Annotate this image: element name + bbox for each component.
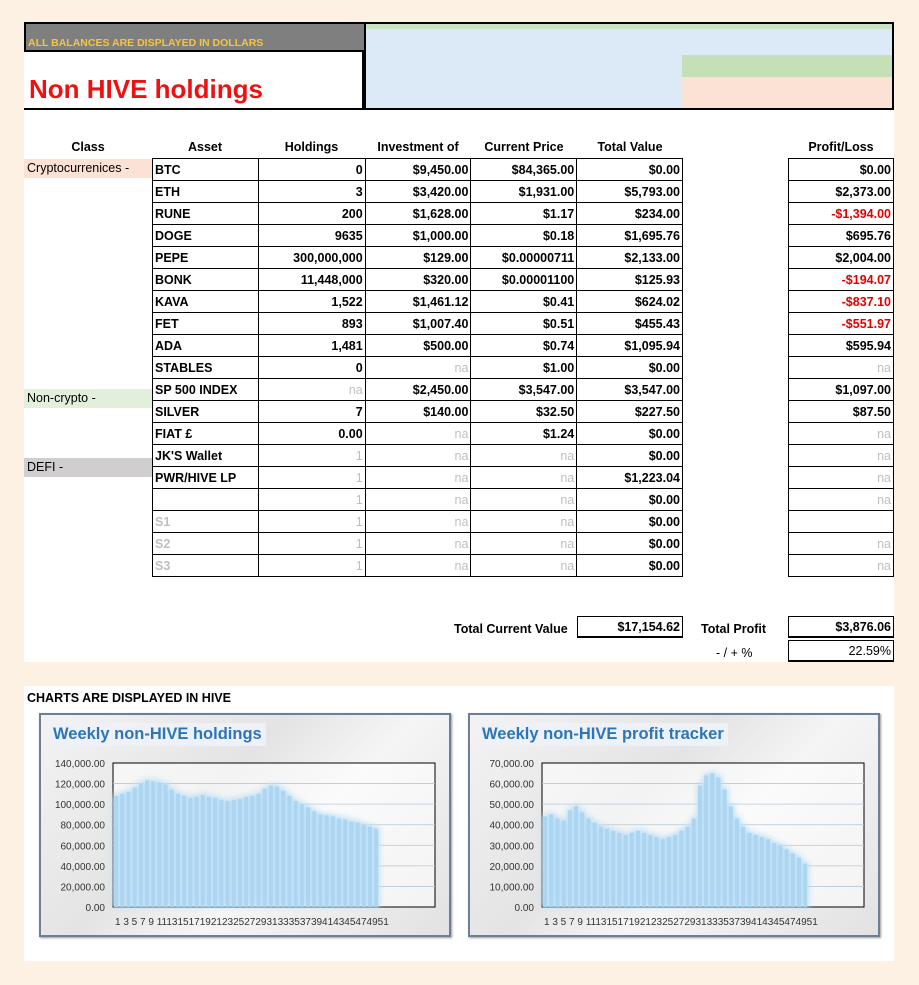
bar xyxy=(349,822,353,907)
bar xyxy=(692,818,696,907)
bar xyxy=(120,794,124,907)
bar xyxy=(232,800,236,907)
cell-asset[interactable]: BONK xyxy=(153,269,259,291)
total-profit-label: Total Profit xyxy=(701,622,767,636)
cell-investment[interactable]: na xyxy=(365,445,471,467)
bar xyxy=(343,820,347,907)
cell-total[interactable]: $5,793.00 xyxy=(577,181,683,203)
table-row xyxy=(789,489,894,511)
bar xyxy=(170,790,174,907)
cell-price[interactable]: na xyxy=(471,445,577,467)
y-tick-label: 120,000.00 xyxy=(54,779,105,791)
bar xyxy=(219,800,223,907)
cell-profit-loss[interactable]: -$1,394.00 xyxy=(789,203,894,225)
y-tick-label: 50,000.00 xyxy=(489,800,534,812)
cell-asset[interactable]: KAVA xyxy=(153,291,259,313)
cell-holdings[interactable]: 7 xyxy=(258,401,365,423)
cell-profit-loss[interactable]: na xyxy=(789,489,894,511)
cell-asset[interactable]: S3 xyxy=(153,555,259,577)
bar xyxy=(655,837,659,907)
cell-holdings[interactable]: 11,448,000 xyxy=(258,269,365,291)
header-total: Total Value xyxy=(597,140,663,154)
bar xyxy=(300,804,304,907)
y-tick-label: 80,000.00 xyxy=(60,820,105,832)
bar xyxy=(269,786,273,907)
cell-holdings[interactable]: 893 xyxy=(258,313,365,335)
cell-total[interactable]: $0.00 xyxy=(577,445,683,467)
cell-asset[interactable]: FIAT £ xyxy=(153,423,259,445)
bar xyxy=(244,797,248,907)
bar xyxy=(374,829,378,907)
header-price: Current Price xyxy=(484,140,564,154)
cell-holdings[interactable]: 1 xyxy=(258,489,365,511)
cell-asset[interactable]: SP 500 INDEX xyxy=(153,379,259,401)
header-class: Class xyxy=(71,140,105,154)
cell-profit-loss[interactable]: na xyxy=(789,467,894,489)
cell-price[interactable]: $0.74 xyxy=(471,335,577,357)
bar xyxy=(586,818,590,907)
bar xyxy=(642,833,646,907)
bar xyxy=(667,837,671,907)
cell-investment[interactable]: $320.00 xyxy=(365,269,471,291)
cell-asset[interactable] xyxy=(153,489,259,511)
cell-investment[interactable]: $1,461.12 xyxy=(365,291,471,313)
table-row xyxy=(153,467,683,489)
cell-profit-loss[interactable]: na xyxy=(789,533,894,555)
total-profit-value: $3,876.06 xyxy=(788,616,894,638)
bar xyxy=(729,806,733,907)
y-tick-label: 0.00 xyxy=(85,903,105,914)
title-box xyxy=(24,52,364,110)
bar xyxy=(741,827,745,907)
charts-banner: CHARTS ARE DISPLAYED IN HIVE xyxy=(27,691,231,705)
header-asset: Asset xyxy=(187,140,223,154)
bar xyxy=(164,785,168,907)
cell-profit-loss[interactable]: $2,373.00 xyxy=(789,181,894,203)
cell-price[interactable]: $1.17 xyxy=(471,203,577,225)
holdings-table xyxy=(152,158,683,577)
table-row xyxy=(153,445,683,467)
cell-investment[interactable]: $129.00 xyxy=(365,247,471,269)
cell-asset[interactable]: FET xyxy=(153,313,259,335)
cell-profit-loss[interactable]: -$837.10 xyxy=(789,291,894,313)
table-row xyxy=(153,379,683,401)
table-row xyxy=(153,511,683,533)
currency-banner-text: ALL BALANCES ARE DISPLAYED IN DOLLARS xyxy=(28,37,264,49)
cell-asset[interactable]: STABLES xyxy=(153,357,259,379)
table-row xyxy=(153,423,683,445)
y-tick-label: 70,000.00 xyxy=(489,759,534,770)
cell-investment[interactable]: $2,450.00 xyxy=(365,379,471,401)
bar xyxy=(716,777,720,907)
bar xyxy=(201,795,205,907)
table-row xyxy=(153,555,683,577)
bar xyxy=(275,787,279,907)
cell-total[interactable]: $0.00 xyxy=(577,357,683,379)
bar xyxy=(760,837,764,907)
cell-profit-loss[interactable]: na xyxy=(789,357,894,379)
cell-total[interactable]: $234.00 xyxy=(577,203,683,225)
cell-profit-loss[interactable]: $1,097.00 xyxy=(789,379,894,401)
bar xyxy=(735,818,739,907)
cell-investment[interactable]: $3,420.00 xyxy=(365,181,471,203)
bar xyxy=(325,815,329,907)
cell-investment[interactable]: $140.00 xyxy=(365,401,471,423)
cell-price[interactable]: $1.24 xyxy=(471,423,577,445)
cell-profit-loss[interactable]: -$551.97 xyxy=(789,313,894,335)
percent-value: 22.59% xyxy=(788,640,894,662)
bar xyxy=(157,782,161,907)
y-tick-label: 40,000.00 xyxy=(60,861,105,873)
cell-investment[interactable]: na xyxy=(365,357,471,379)
table-row xyxy=(153,489,683,511)
cell-total[interactable]: $1,695.76 xyxy=(577,225,683,247)
bar xyxy=(250,796,254,907)
cell-profit-loss[interactable]: na xyxy=(789,445,894,467)
table-row xyxy=(789,247,894,269)
cell-holdings[interactable]: 1 xyxy=(258,445,365,467)
cell-holdings[interactable]: 1,481 xyxy=(258,335,365,357)
legend-green-cell xyxy=(682,55,892,77)
cell-asset[interactable]: S1 xyxy=(153,511,259,533)
cell-price[interactable]: na xyxy=(471,533,577,555)
x-tick-labels: 1 3 5 7 9 111315171921232527293133353739414345474951 xyxy=(544,917,818,928)
cell-investment[interactable]: na xyxy=(365,533,471,555)
bar xyxy=(195,797,199,907)
bar xyxy=(723,790,727,907)
cell-price[interactable]: $0.00000711 xyxy=(471,247,577,269)
cell-investment[interactable]: $500.00 xyxy=(365,335,471,357)
cell-total[interactable]: $0.00 xyxy=(577,511,683,533)
y-tick-label: 0.00 xyxy=(514,903,534,914)
cell-asset[interactable]: PWR/HIVE LP xyxy=(153,467,259,489)
cell-price[interactable]: $3,547.00 xyxy=(471,379,577,401)
cell-asset[interactable]: DOGE xyxy=(153,225,259,247)
cell-investment[interactable]: na xyxy=(365,489,471,511)
holdings-chart-title: Weekly non-HIVE holdings xyxy=(49,723,266,746)
cell-holdings[interactable]: 9635 xyxy=(258,225,365,247)
bar xyxy=(636,831,640,907)
bar xyxy=(176,794,180,907)
bar xyxy=(368,827,372,907)
table-row xyxy=(789,379,894,401)
percent-label: - / + % xyxy=(716,646,753,660)
bar xyxy=(188,798,192,907)
class-label: Non-crypto - xyxy=(24,389,152,408)
bar xyxy=(207,797,211,907)
table-row xyxy=(153,269,683,291)
cell-asset[interactable]: SILVER xyxy=(153,401,259,423)
bar xyxy=(356,823,360,907)
cell-price[interactable]: $0.41 xyxy=(471,291,577,313)
y-tick-label: 100,000.00 xyxy=(54,800,105,812)
cell-total[interactable]: $1,223.04 xyxy=(577,467,683,489)
cell-total[interactable]: $0.00 xyxy=(577,555,683,577)
bar xyxy=(114,796,118,907)
bar xyxy=(213,798,217,907)
table-row xyxy=(789,225,894,247)
x-tick-labels: 1 3 5 7 9 111315171921232527293133353739414345474951 xyxy=(115,917,389,928)
cell-total[interactable]: $0.00 xyxy=(577,423,683,445)
cell-total[interactable]: $455.43 xyxy=(577,313,683,335)
cell-holdings[interactable]: 200 xyxy=(258,203,365,225)
cell-profit-loss[interactable] xyxy=(789,511,894,533)
cell-total[interactable]: $0.00 xyxy=(577,159,683,181)
cell-investment[interactable]: $1,000.00 xyxy=(365,225,471,247)
table-row xyxy=(789,291,894,313)
header-investment: Investment of xyxy=(377,140,459,154)
cell-asset[interactable]: ADA xyxy=(153,335,259,357)
cell-holdings[interactable]: 0.00 xyxy=(258,423,365,445)
cell-investment[interactable]: $1,628.00 xyxy=(365,203,471,225)
cell-investment[interactable]: $9,450.00 xyxy=(365,159,471,181)
cell-holdings[interactable]: 1,522 xyxy=(258,291,365,313)
bar xyxy=(593,823,597,907)
table-row xyxy=(153,335,683,357)
cell-asset[interactable]: ETH xyxy=(153,181,259,203)
y-tick-label: 30,000.00 xyxy=(489,841,534,853)
y-tick-label: 140,000.00 xyxy=(54,759,105,770)
cell-holdings[interactable]: 1 xyxy=(258,467,365,489)
table-row xyxy=(789,467,894,489)
bar xyxy=(568,810,572,907)
table-row xyxy=(153,203,683,225)
table-row xyxy=(153,159,683,181)
header-profit-loss: Profit/Loss xyxy=(808,140,874,154)
cell-asset[interactable]: PEPE xyxy=(153,247,259,269)
cell-asset[interactable]: JK'S Wallet xyxy=(153,445,259,467)
cell-price[interactable]: $32.50 xyxy=(471,401,577,423)
bar xyxy=(785,849,789,907)
cell-investment[interactable]: na xyxy=(365,511,471,533)
table-row xyxy=(153,357,683,379)
profit-chart xyxy=(468,713,880,937)
bar xyxy=(182,796,186,907)
bar xyxy=(661,839,665,907)
table-row xyxy=(789,269,894,291)
table-row xyxy=(153,291,683,313)
header-holdings: Holdings xyxy=(284,140,339,154)
legend-peach-cell xyxy=(682,77,892,108)
cell-investment[interactable]: na xyxy=(365,555,471,577)
bar xyxy=(287,796,291,907)
cell-profit-loss[interactable]: na xyxy=(789,423,894,445)
bar xyxy=(151,781,155,907)
table-row xyxy=(153,225,683,247)
cell-price[interactable]: $0.18 xyxy=(471,225,577,247)
legend-box xyxy=(364,22,894,110)
table-row xyxy=(789,533,894,555)
holdings-chart xyxy=(39,713,451,937)
bar xyxy=(281,791,285,907)
cell-holdings[interactable]: 3 xyxy=(258,181,365,203)
bar xyxy=(797,858,801,907)
cell-holdings[interactable]: 1 xyxy=(258,511,365,533)
cell-total[interactable]: $227.50 xyxy=(577,401,683,423)
bar xyxy=(766,839,770,907)
bar xyxy=(312,811,316,907)
cell-profit-loss[interactable]: $87.50 xyxy=(789,401,894,423)
total-current-value-label: Total Current Value xyxy=(454,622,568,636)
table-row xyxy=(789,159,894,181)
table-row xyxy=(789,335,894,357)
cell-total[interactable]: $1,095.94 xyxy=(577,335,683,357)
y-tick-label: 60,000.00 xyxy=(489,779,534,791)
bar xyxy=(126,792,130,907)
bar xyxy=(294,801,298,907)
legend-strip xyxy=(366,24,892,29)
table-row xyxy=(789,203,894,225)
bar xyxy=(679,831,683,907)
cell-price[interactable]: na xyxy=(471,555,577,577)
bar xyxy=(562,821,566,907)
cell-price[interactable]: $1.00 xyxy=(471,357,577,379)
y-tick-label: 10,000.00 xyxy=(489,882,534,894)
class-label: Cryptocurrenices - xyxy=(24,159,152,178)
cell-total[interactable]: $0.00 xyxy=(577,489,683,511)
bar xyxy=(772,843,776,907)
cell-asset[interactable]: S2 xyxy=(153,533,259,555)
cell-price[interactable]: $0.00001100 xyxy=(471,269,577,291)
bar xyxy=(238,799,242,907)
y-tick-label: 40,000.00 xyxy=(489,820,534,832)
bar xyxy=(605,829,609,907)
bar xyxy=(704,775,708,907)
y-tick-label: 20,000.00 xyxy=(489,861,534,873)
cell-price[interactable]: $84,365.00 xyxy=(471,159,577,181)
bar xyxy=(599,827,603,907)
table-row xyxy=(789,181,894,203)
cell-profit-loss[interactable]: na xyxy=(789,555,894,577)
bar xyxy=(630,833,634,907)
cell-total[interactable]: $0.00 xyxy=(577,533,683,555)
cell-holdings[interactable]: 0 xyxy=(258,357,365,379)
cell-investment[interactable]: na xyxy=(365,467,471,489)
table-row xyxy=(789,313,894,335)
bar xyxy=(543,816,547,907)
bar xyxy=(145,780,149,907)
table-row xyxy=(789,445,894,467)
cell-price[interactable]: na xyxy=(471,489,577,511)
cell-price[interactable]: na xyxy=(471,511,577,533)
cell-price[interactable]: $1,931.00 xyxy=(471,181,577,203)
bar xyxy=(686,827,690,907)
bar xyxy=(257,794,261,907)
cell-total[interactable]: $624.02 xyxy=(577,291,683,313)
cell-investment[interactable]: na xyxy=(365,423,471,445)
table-row xyxy=(153,181,683,203)
cell-holdings[interactable]: 300,000,000 xyxy=(258,247,365,269)
table-row xyxy=(789,357,894,379)
profit-chart-svg xyxy=(470,715,878,935)
cell-holdings[interactable]: na xyxy=(258,379,365,401)
table-row xyxy=(789,401,894,423)
bar xyxy=(754,835,758,907)
bar xyxy=(226,801,230,907)
bar xyxy=(362,825,366,907)
bar xyxy=(747,833,751,907)
bar xyxy=(673,835,677,907)
cell-profit-loss[interactable]: $695.76 xyxy=(789,225,894,247)
cell-investment[interactable]: $1,007.40 xyxy=(365,313,471,335)
bar xyxy=(778,845,782,907)
class-label: DEFI - xyxy=(24,458,152,477)
bar xyxy=(611,831,615,907)
bar xyxy=(555,818,559,907)
cell-profit-loss[interactable]: $595.94 xyxy=(789,335,894,357)
cell-profit-loss[interactable]: $0.00 xyxy=(789,159,894,181)
table-row xyxy=(153,401,683,423)
bar xyxy=(580,812,584,907)
bar xyxy=(624,835,628,907)
cell-holdings[interactable]: 0 xyxy=(258,159,365,181)
profit-chart-title: Weekly non-HIVE profit tracker xyxy=(478,723,728,746)
table-row xyxy=(789,423,894,445)
cell-asset[interactable]: BTC xyxy=(153,159,259,181)
table-row xyxy=(153,533,683,555)
bar xyxy=(331,816,335,907)
bar xyxy=(337,818,341,907)
bar xyxy=(803,864,807,907)
bar xyxy=(549,814,553,907)
table-row xyxy=(789,511,894,533)
profit-loss-table xyxy=(788,158,894,577)
bar xyxy=(698,786,702,907)
cell-profit-loss[interactable]: $2,004.00 xyxy=(789,247,894,269)
cell-profit-loss[interactable]: -$194.07 xyxy=(789,269,894,291)
cell-price[interactable]: na xyxy=(471,467,577,489)
cell-total[interactable]: $125.93 xyxy=(577,269,683,291)
bar xyxy=(139,784,143,907)
table-row xyxy=(153,247,683,269)
y-tick-label: 60,000.00 xyxy=(60,841,105,853)
cell-price[interactable]: $0.51 xyxy=(471,313,577,335)
cell-holdings[interactable]: 1 xyxy=(258,533,365,555)
page-title: Non HIVE holdings xyxy=(29,74,263,104)
y-tick-label: 20,000.00 xyxy=(60,882,105,894)
cell-asset[interactable]: RUNE xyxy=(153,203,259,225)
bar xyxy=(617,833,621,907)
bar xyxy=(791,853,795,907)
bar xyxy=(318,814,322,907)
bar xyxy=(306,807,310,907)
holdings-chart-svg xyxy=(41,715,449,935)
cell-total[interactable]: $2,133.00 xyxy=(577,247,683,269)
table-row xyxy=(153,313,683,335)
cell-holdings[interactable]: 1 xyxy=(258,555,365,577)
bar xyxy=(133,788,137,907)
total-current-value: $17,154.62 xyxy=(577,616,683,638)
bar xyxy=(648,835,652,907)
bar xyxy=(574,806,578,907)
table-row xyxy=(789,555,894,577)
bar xyxy=(263,789,267,907)
currency-banner xyxy=(24,22,364,52)
cell-total[interactable]: $3,547.00 xyxy=(577,379,683,401)
bar xyxy=(710,773,714,907)
